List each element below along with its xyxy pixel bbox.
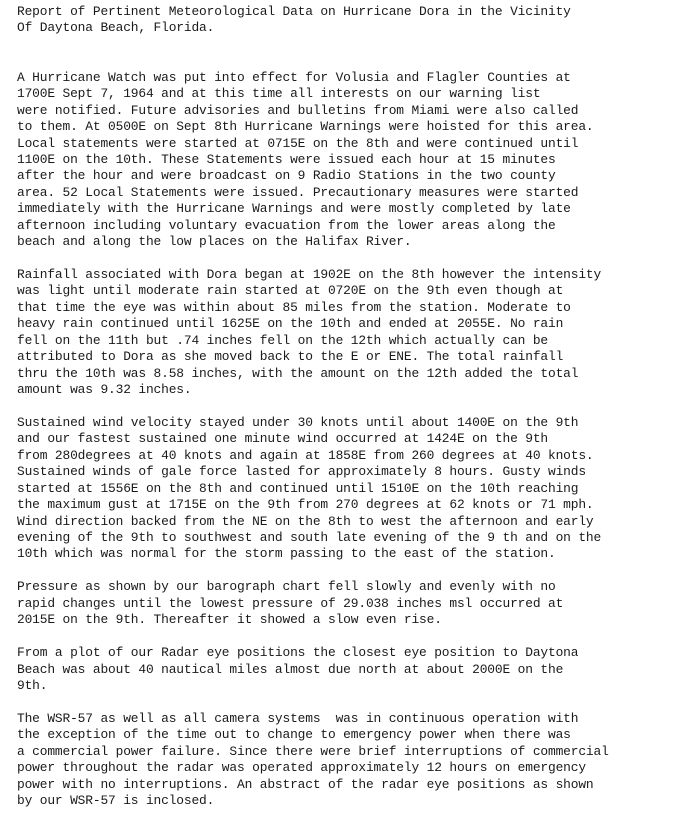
text-line: 9th. bbox=[17, 677, 48, 693]
text-line: Sustained winds of gale force lasted for approximately 8 hours. Gusty winds bbox=[17, 464, 586, 480]
text-line: Sustained wind velocity stayed under 30 knots until about 1400E on the 9th bbox=[17, 414, 579, 430]
text-line: Wind direction backed from the NE on the 8th to west the afternoon and early bbox=[17, 513, 594, 529]
text-line: area. 52 Local Statements were issued. Precautionary measures were started bbox=[17, 184, 579, 200]
text-line: immediately with the Hurricane Warnings and were mostly completed by late bbox=[17, 201, 571, 217]
text-line: Beach was about 40 nautical miles almost due north at about 2000E on the bbox=[17, 661, 564, 677]
spacer bbox=[17, 694, 666, 710]
text-line: 2015E on the 9th. Thereafter it showed a slow even rise. bbox=[17, 612, 442, 628]
text-line: Pressure as shown by our barograph chart fell slowly and evenly with no bbox=[17, 579, 556, 595]
paragraph-pressure bbox=[17, 579, 666, 628]
text-line: afternoon including voluntary evacuation from the lower areas along the bbox=[17, 217, 556, 233]
text-line: thru the 10th was 8.58 inches, with the amount on the 12th added the total bbox=[17, 365, 579, 381]
spacer bbox=[17, 563, 666, 579]
paragraph-wind bbox=[17, 415, 666, 563]
text-line: power throughout the radar was operated approximately 12 hours on emergency bbox=[17, 760, 586, 776]
text-line: the maximum gust at 1715E on the 9th from 270 degrees at 62 knots or 71 mph. bbox=[17, 497, 594, 513]
report-title bbox=[17, 4, 666, 37]
text-line: started at 1556E on the 8th and continued until 1510E on the 10th reaching bbox=[17, 480, 579, 496]
text-line: by our WSR-57 is inclosed. bbox=[17, 793, 215, 808]
title-line: Report of Pertinent Meteorological Data on Hurricane Dora in the Vicinity bbox=[17, 4, 571, 19]
spacer bbox=[17, 53, 666, 69]
text-line: a commercial power failure. Since there were brief interruptions of commercial bbox=[17, 743, 609, 759]
text-line: amount was 9.32 inches. bbox=[17, 382, 192, 398]
spacer bbox=[17, 629, 666, 645]
text-line: and our fastest sustained one minute wind occurred at 1424E on the 9th bbox=[17, 431, 548, 447]
text-line: 1100E on the 10th. These Statements were issued each hour at 15 minutes bbox=[17, 151, 556, 167]
spacer bbox=[17, 37, 666, 53]
spacer bbox=[17, 399, 666, 415]
paragraph-hurricane-watch bbox=[17, 70, 666, 251]
title-line: Of Daytona Beach, Florida. bbox=[17, 20, 215, 36]
text-line: after the hour and were broadcast on 9 Radio Stations in the two county bbox=[17, 168, 556, 184]
text-line: Rainfall associated with Dora began at 1902E on the 8th however the intensity bbox=[17, 267, 602, 282]
text-line: A Hurricane Watch was put into effect for Volusia and Flagler Counties at bbox=[17, 69, 571, 85]
text-line: evening of the 9th to southwest and south late evening of the 9 th and on the bbox=[17, 530, 602, 545]
text-line: to them. At 0500E on Sept 8th Hurricane Warnings were hoisted for this area. bbox=[17, 119, 594, 135]
text-line: The WSR-57 as well as all camera systems was in continuous operation with bbox=[17, 710, 579, 726]
text-line: From a plot of our Radar eye positions the closest eye position to Daytona bbox=[17, 645, 579, 661]
text-line: fell on the 11th but .74 inches fell on the 12th which actually can be bbox=[17, 332, 548, 348]
paragraph-rainfall bbox=[17, 267, 666, 399]
text-line: attributed to Dora as she moved back to the E or ENE. The total rainfall bbox=[17, 349, 564, 365]
text-line: the exception of the time out to change to emergency power when there was bbox=[17, 727, 571, 743]
text-line: power with no interruptions. An abstract of the radar eye positions as shown bbox=[17, 776, 594, 792]
text-line: 1700E Sept 7, 1964 and at this time all interests on our warning list bbox=[17, 86, 541, 102]
text-line: rapid changes until the lowest pressure of 29.038 inches msl occurred at bbox=[17, 595, 564, 611]
text-line: 10th which was normal for the storm passing to the east of the station. bbox=[17, 546, 556, 562]
paragraph-radar-eye bbox=[17, 645, 666, 694]
text-line: beach and along the low places on the Halifax River. bbox=[17, 234, 412, 250]
text-line: heavy rain continued until 1625E on the 10th and ended at 2055E. No rain bbox=[17, 316, 564, 332]
paragraph-wsr57 bbox=[17, 711, 666, 810]
text-line: were notified. Future advisories and bulletins from Miami were also called bbox=[17, 102, 579, 118]
text-line: Local statements were started at 0715E on the 8th and were continued until bbox=[17, 135, 579, 151]
spacer bbox=[17, 251, 666, 267]
text-line: was light until moderate rain started at 0720E on the 9th even though at bbox=[17, 283, 564, 299]
text-line: from 280degrees at 40 knots and again at 1858E from 260 degrees at 40 knots. bbox=[17, 447, 594, 463]
text-line: that time the eye was within about 85 miles from the station. Moderate to bbox=[17, 299, 571, 315]
